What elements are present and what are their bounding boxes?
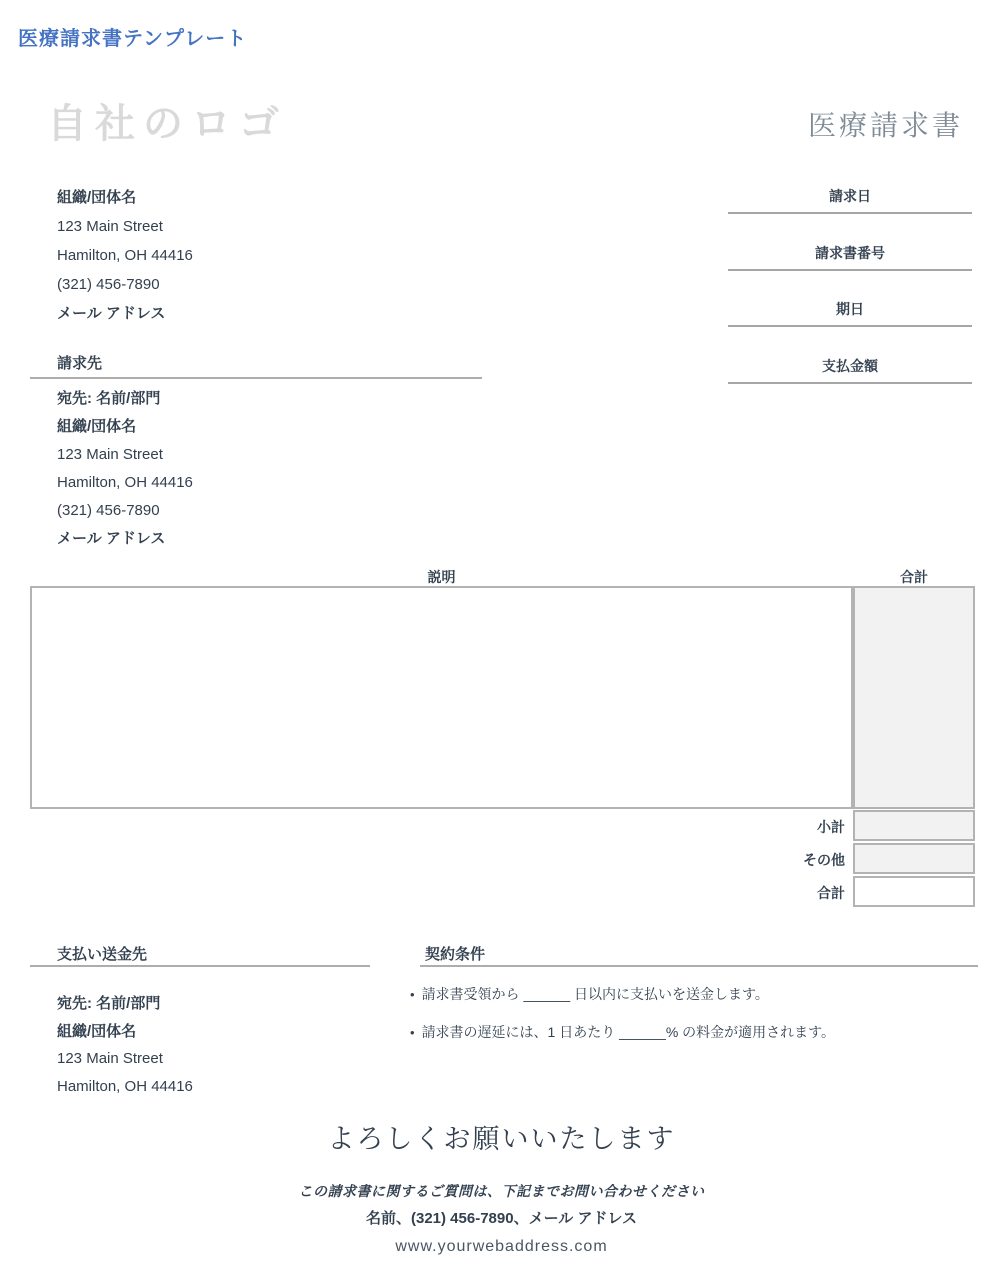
bill-to-city: Hamilton, OH 44416 xyxy=(57,474,193,491)
website-url: www.yourwebaddress.com xyxy=(395,1238,608,1255)
page-title: 医療請求書テンプレート xyxy=(18,28,248,50)
remit-to-heading: 支払い送金先 xyxy=(57,946,148,963)
bill-to-heading: 請求先 xyxy=(57,355,103,372)
invoice-number-field[interactable] xyxy=(728,243,972,271)
bill-to-street: 123 Main Street xyxy=(57,446,163,463)
remit-to-attn: 宛先: 名前/部門 xyxy=(57,995,161,1012)
bill-to-divider xyxy=(30,377,482,379)
invoice-date-label: 請求日 xyxy=(829,188,871,204)
terms-bullet-payment: • 請求書受領から ______ 日以内に支払いを送金します。 xyxy=(410,984,769,1004)
seller-email: メール アドレス xyxy=(57,305,166,322)
thank-you-message: よろしくお願いいたします xyxy=(327,1124,676,1154)
amount-due-field[interactable] xyxy=(728,356,972,384)
amount-due-label: 支払金額 xyxy=(822,358,878,374)
bill-to-attn: 宛先: 名前/部門 xyxy=(57,390,161,407)
contact-note: この請求書に関するご質問は、下記までお問い合わせください xyxy=(298,1183,705,1199)
grand-total-cell[interactable] xyxy=(853,876,975,907)
total-input-area[interactable] xyxy=(853,586,975,809)
remit-to-divider xyxy=(30,965,370,967)
invoice-number-label: 請求書番号 xyxy=(815,245,885,261)
subtotal-cell[interactable] xyxy=(853,810,975,841)
other-label: その他 xyxy=(803,852,845,868)
description-column-header: 説明 xyxy=(427,569,456,585)
remit-to-street: 123 Main Street xyxy=(57,1050,163,1067)
contact-info: 名前、(321) 456-7890、メール アドレス xyxy=(366,1210,637,1227)
document-heading: 医療請求書 xyxy=(807,110,963,141)
bill-to-org: 組織/団体名 xyxy=(57,418,137,435)
grand-total-label: 合計 xyxy=(817,885,845,901)
bill-to-block xyxy=(57,385,193,553)
terms-heading: 契約条件 xyxy=(425,946,486,963)
due-date-label: 期日 xyxy=(836,301,864,317)
company-logo-placeholder[interactable]: 自社のロゴ xyxy=(47,102,287,146)
seller-street: 123 Main Street xyxy=(57,218,163,235)
subtotal-label: 小計 xyxy=(817,819,845,835)
terms-divider xyxy=(420,965,978,967)
remit-to-city: Hamilton, OH 44416 xyxy=(57,1077,193,1095)
remit-to-block xyxy=(57,990,193,1100)
seller-phone: (321) 456-7890 xyxy=(57,276,160,293)
seller-org-name: 組織/団体名 xyxy=(57,189,137,206)
description-input-area[interactable] xyxy=(30,586,853,809)
bill-to-email: メール アドレス xyxy=(57,530,166,547)
due-date-field[interactable] xyxy=(728,299,972,327)
total-column-header: 合計 xyxy=(900,569,928,585)
seller-city: Hamilton, OH 44416 xyxy=(57,247,193,264)
bill-to-phone: (321) 456-7890 xyxy=(57,502,160,519)
remit-to-org: 組織/団体名 xyxy=(57,1022,137,1040)
other-cell[interactable] xyxy=(853,843,975,874)
invoice-date-field[interactable] xyxy=(728,186,972,214)
terms-bullet-late-fee: • 請求書の遅延には、1 日あたり ______% の料金が適用されます。 xyxy=(410,1022,835,1042)
seller-info-block xyxy=(57,183,193,328)
